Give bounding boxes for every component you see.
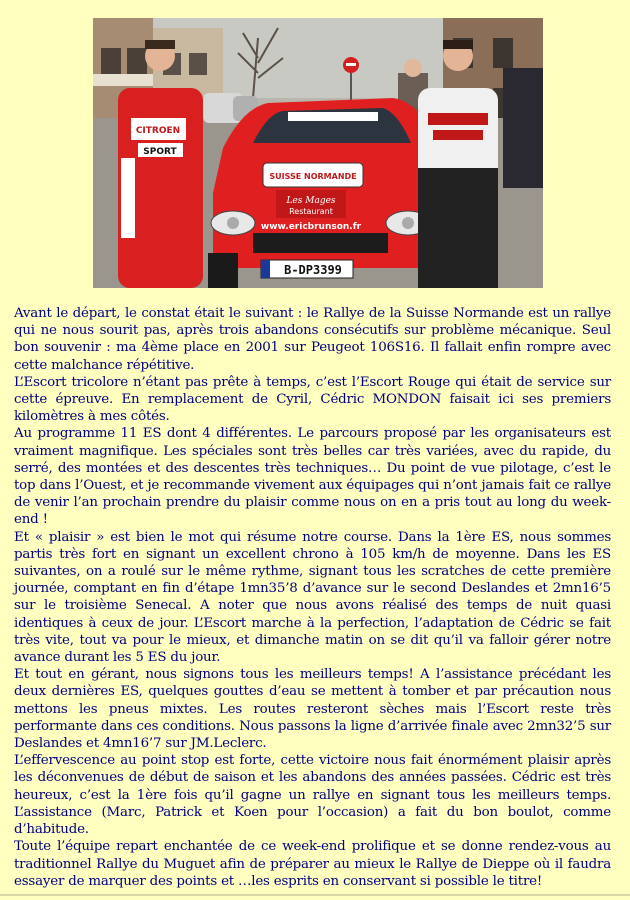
race-report [14, 305, 611, 890]
svg-text:Les Mages: Les Mages [286, 196, 336, 206]
rally-car-photo [93, 18, 543, 288]
paragraph-intro: Avant le départ, le constat était le suivant : le Rallye de la Suisse Normande est un rallye qui ne nous sourit pas, après trois abandons consécutifs sur problème mécanique. Seul bon souvenir : ma 4ème place en 2001 sur Peugeot 106S16. Il fallait enfin rompre avec cette malchance répétitive. [14, 306, 611, 373]
svg-text:B-DP3399: B-DP3399 [284, 263, 342, 277]
paragraph-program: Au programme 11 ES dont 4 différentes. Le parcours proposé par les organisateurs est vraiment magnifique. Les spéciales sont très belles car très variées, avec du rapide, du serré, des montées et des descentes très techniques… Du point de vue pilotage, c’est le top dans l’Ouest, et je recommande vivement aux équipages qui n’ont jamais fait ce rallye de venir l’an prochain prendre du plaisir comme nous on en a pris tout au long du week-end ! [14, 426, 611, 528]
svg-text:www.ericbrunson.fr: www.ericbrunson.fr [260, 222, 362, 232]
paragraph-victory: L’effervescence au point stop est forte, cette victoire nous fait énormément plaisir après les déconvenues de début de saison et les abandons des années passées. Cédric est très heureux, c’est la 1ère fois qu’il gagne un rallye en signant tous les meilleurs temps. L’assistance (Marc, Patrick et Koen pour l’occasion) a fait du bon boulot, comme d’habitude. [14, 753, 611, 838]
paragraph-car: L’Escort tricolore n’étant pas prête à temps, c’est l’Escort Rouge qui était de service sur cette épreuve. En remplacement de Cyril, Cédric MONDON faisait ici ses premiers kilomètres à mes côtés. [14, 374, 611, 425]
svg-text:SUISSE NORMANDE: SUISSE NORMANDE [269, 172, 357, 181]
bottom-divider [0, 894, 630, 896]
paragraph-first-day: Et « plaisir » est bien le mot qui résume notre course. Dans la 1ère ES, nous sommes partis très fort en signant un excellent chrono à 105 km/h de moyenne. Dans les ES suivantes, on a roulé sur le même rythme, signant tous les scratches de cette première journée, comptant en fin d’étape 1mn35’8 d’avance sur le second Deslandes et 2mn16’5 sur le troisième Senecal. A noter que nous avons réalisé des temps de nuit quasi identiques à ceux de jour. L’Escort marche à la perfection, l’adaptation de Cédric se fait très vite, tout va pour le mieux, et dimanche matin on se dit qu’il va falloir gérer notre avance durant les 5 ES du jour. [14, 529, 611, 666]
svg-text:Restaurant: Restaurant [289, 207, 333, 216]
paragraph-second-day: Et tout en gérant, nous signons tous les meilleurs temps! A l’assistance précédant les deux dernières ES, quelques gouttes d’eau se mettent à tomber et par précaution nous mettons les pneus mixtes. Les routes resteront sèches mais l’Escort reste très performante dans ces conditions. Nous passons la ligne d’arrivée finale avec 2mn32’5 sur Deslandes et 4mn16’7 sur JM.Leclerc. [14, 667, 611, 752]
paragraph-outlook: Toute l’équipe repart enchantée de ce week-end prolifique et se donne rendez-vous au traditionnel Rallye du Muguet afin de préparer au mieux le Rallye de Dieppe où il faudra essayer de marquer des points et …les esprits en conservant si possible le titre! [14, 839, 611, 889]
svg-text:CITROEN: CITROEN [135, 126, 181, 136]
svg-text:SPORT: SPORT [143, 147, 177, 157]
